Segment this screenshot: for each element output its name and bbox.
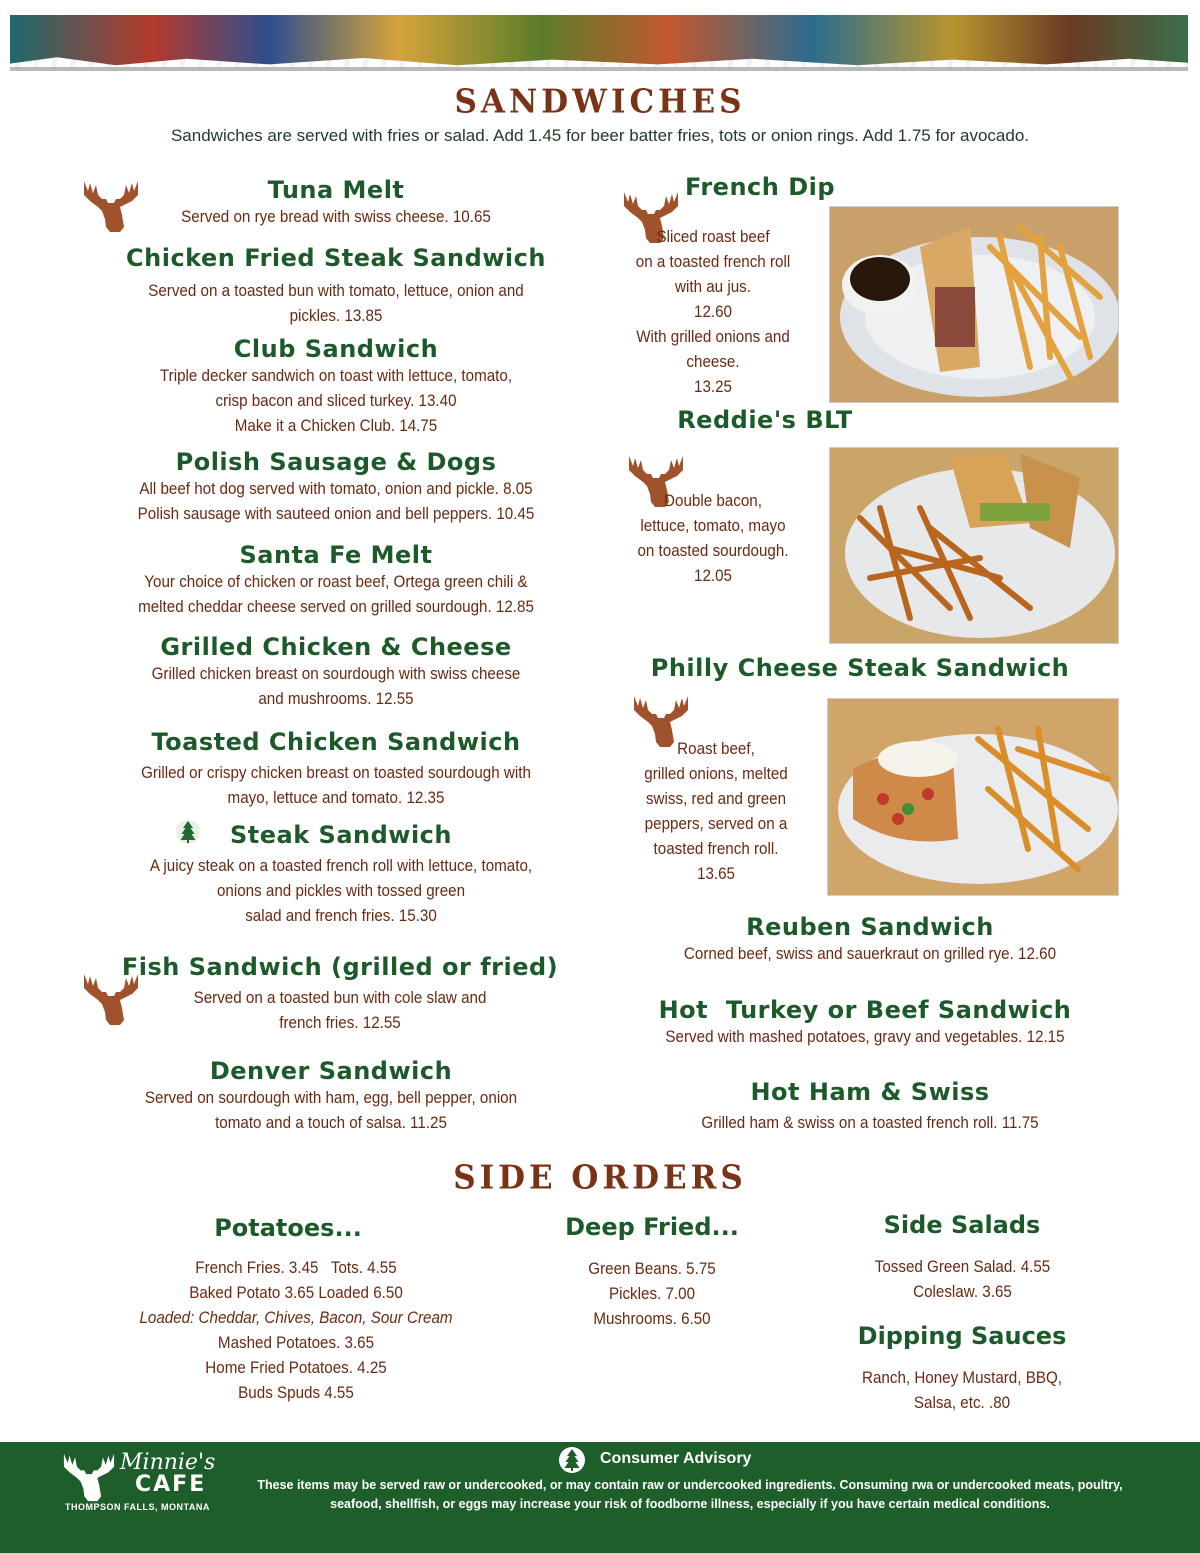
item-desc: toasted french roll. [653, 840, 779, 858]
item-name: Steak Sandwich [229, 821, 452, 849]
dipping-sauces-list [832, 1366, 1092, 1416]
menu-item-french-dip-title [660, 172, 860, 202]
item-desc: swiss, red and green [645, 790, 787, 808]
item-desc: All beef hot dog served with tomato, onion and pickle. 8.05 [139, 480, 533, 498]
menu-item-steak-sandwich [56, 820, 626, 929]
side-item: Tossed Green Salad. 4.55 [874, 1258, 1051, 1276]
item-desc: cheese. [686, 353, 740, 371]
decorative-banner [10, 15, 1188, 70]
menu-item-french-dip [608, 225, 818, 400]
item-desc: Served on a toasted bun with tomato, lettuce, onion and [148, 282, 524, 300]
consumer-advisory-title: Consumer Advisory [600, 1450, 752, 1467]
item-desc: Your choice of chicken or roast beef, Ortega green chili & [144, 573, 528, 591]
item-name: Hot Ham & Swiss [750, 1078, 990, 1106]
item-desc: pickles. 13.85 [289, 307, 383, 325]
item-desc: grilled onions, melted [644, 765, 788, 783]
sandwiches-intro: Sandwiches are served with fries or salad. Add 1.45 for beer batter fries, tots or onion rings. Add 1.75 for avocado. [170, 126, 1030, 145]
item-desc: Make it a Chicken Club. 14.75 [234, 417, 438, 435]
item-name: Tuna Melt [267, 176, 405, 204]
side-salads-list [840, 1255, 1085, 1305]
deep-fried-heading: Deep Fried... [565, 1213, 739, 1241]
side-salads-heading: Side Salads [883, 1211, 1041, 1239]
item-desc: With grilled onions and [636, 328, 790, 346]
menu-item-chicken-fried-steak [56, 243, 616, 329]
philly-photo [827, 698, 1119, 896]
item-desc: lettuce, tomato, mayo [640, 517, 786, 535]
item-desc: with au jus. [675, 278, 751, 296]
side-item: Mashed Potatoes. 3.65 [217, 1334, 375, 1352]
item-desc: A juicy steak on a toasted french roll with lettuce, tomato, [149, 857, 533, 875]
item-name: Toasted Chicken Sandwich [151, 728, 521, 756]
menu-item-hot-turkey [620, 995, 1110, 1050]
logo-script-text: Minnie's [120, 1450, 216, 1475]
item-desc: Served on a toasted bun with cole slaw and [193, 989, 487, 1007]
item-desc: on toasted sourdough. [637, 542, 789, 560]
moose-logo-icon [58, 1450, 120, 1502]
item-desc: Polish sausage with sauteed onion and bell peppers. 10.45 [137, 505, 535, 523]
side-item: Baked Potato 3.65 Loaded 6.50 [189, 1284, 403, 1302]
banner-divider [10, 67, 1188, 71]
item-desc: french fries. 12.55 [279, 1014, 401, 1032]
side-item: French Fries. 3.45 Tots. 4.55 [195, 1259, 397, 1277]
menu-item-santa-fe-melt [56, 540, 616, 620]
consumer-advisory-text: These items may be served raw or undercooked, or may contain raw or undercooked ingredients. Consuming rwa or undercooked meats, poultry, seafood, shellfish, or eggs may increase your risk of foodborne illness, especially if you have certain medical conditions. [257, 1478, 1123, 1511]
item-name: Grilled Chicken & Cheese [160, 633, 512, 661]
item-desc: Grilled or crispy chicken breast on toasted sourdough with [141, 764, 531, 782]
sandwiches-title: SANDWICHES [454, 83, 746, 121]
menu-item-denver-sandwich [56, 1056, 606, 1136]
french-dip-photo [829, 206, 1119, 403]
side-item: Ranch, Honey Mustard, BBQ, [862, 1369, 1062, 1387]
item-desc: melted cheddar cheese served on grilled sourdough. 12.85 [138, 598, 534, 616]
item-desc: 13.25 [693, 378, 732, 396]
item-desc: peppers, served on a [644, 815, 788, 833]
item-desc: on a toasted french roll [635, 253, 791, 271]
blt-photo [829, 447, 1119, 644]
side-item-note: Loaded: Cheddar, Chives, Bacon, Sour Cream [139, 1309, 453, 1327]
item-desc: Grilled ham & swiss on a toasted french roll. 11.75 [701, 1114, 1039, 1132]
item-name: Club Sandwich [233, 335, 439, 363]
logo-cafe-text: CAFE [135, 1472, 207, 1497]
menu-item-toasted-chicken [56, 727, 616, 811]
dipping-sauces-heading: Dipping Sauces [857, 1322, 1067, 1350]
item-desc: Roast beef, [677, 740, 755, 758]
side-item: Green Beans. 5.75 [588, 1260, 716, 1278]
item-name: Hot Turkey or Beef Sandwich [658, 996, 1072, 1024]
item-name: French Dip [684, 173, 836, 201]
item-name: Reuben Sandwich [746, 913, 994, 941]
item-desc: Grilled chicken breast on sourdough with swiss cheese [151, 665, 521, 683]
item-name: Chicken Fried Steak Sandwich [126, 244, 546, 272]
item-desc: mayo, lettuce and tomato. 12.35 [227, 789, 445, 807]
item-name: Polish Sausage & Dogs [175, 448, 497, 476]
menu-item-hot-ham [640, 1077, 1100, 1136]
item-desc: Corned beef, swiss and sauerkraut on grilled rye. 12.60 [683, 945, 1057, 963]
side-orders-title: SIDE ORDERS [453, 1159, 747, 1197]
item-name: Fish Sandwich (grilled or fried) [121, 953, 559, 981]
item-desc: Double bacon, [664, 492, 762, 510]
item-desc: tomato and a touch of salsa. 11.25 [215, 1114, 447, 1132]
potatoes-heading: Potatoes... [214, 1214, 362, 1242]
side-item: Coleslaw. 3.65 [913, 1283, 1012, 1301]
item-desc: Sliced roast beef [656, 228, 770, 246]
side-item: Salsa, etc. .80 [913, 1394, 1011, 1412]
pine-tree-icon [558, 1445, 586, 1475]
side-item: Home Fried Potatoes. 4.25 [205, 1359, 387, 1377]
item-desc: 12.05 [693, 567, 732, 585]
item-desc: 12.60 [693, 303, 732, 321]
potatoes-list [96, 1256, 496, 1406]
side-item: Pickles. 7.00 [608, 1285, 696, 1303]
menu-item-blt [613, 489, 813, 589]
side-item: Buds Spuds 4.55 [238, 1384, 354, 1402]
item-desc: Served with mashed potatoes, gravy and vegetables. 12.15 [665, 1028, 1065, 1046]
menu-item-philly [611, 737, 821, 887]
item-desc: onions and pickles with tossed green [216, 882, 466, 900]
logo-town-text: THOMPSON FALLS, MONTANA [65, 1502, 210, 1512]
menu-item-reuben [640, 912, 1100, 967]
item-desc: salad and french fries. 15.30 [245, 907, 437, 925]
menu-item-blt-title [650, 405, 880, 435]
menu-item-polish-sausage [56, 447, 616, 527]
menu-item-philly-title [640, 653, 1080, 683]
menu-item-grilled-chicken-cheese [56, 632, 616, 712]
item-desc: Served on rye bread with swiss cheese. 10.65 [181, 208, 491, 226]
deep-fried-list [552, 1257, 752, 1332]
side-item: Mushrooms. 6.50 [593, 1310, 711, 1328]
item-name: Santa Fe Melt [239, 541, 433, 569]
menu-item-club-sandwich [56, 334, 616, 439]
item-name: Reddie's BLT [677, 406, 853, 434]
item-name: Denver Sandwich [209, 1057, 453, 1085]
menu-item-fish-sandwich [110, 952, 570, 1036]
item-desc: Triple decker sandwich on toast with lettuce, tomato, [159, 367, 513, 385]
item-desc: crisp bacon and sliced turkey. 13.40 [215, 392, 457, 410]
menu-item-tuna-melt [86, 175, 586, 230]
item-desc: 13.65 [696, 865, 735, 883]
item-desc: and mushrooms. 12.55 [258, 690, 414, 708]
item-name: Philly Cheese Steak Sandwich [650, 654, 1070, 682]
item-desc: Served on sourdough with ham, egg, bell pepper, onion [144, 1089, 518, 1107]
